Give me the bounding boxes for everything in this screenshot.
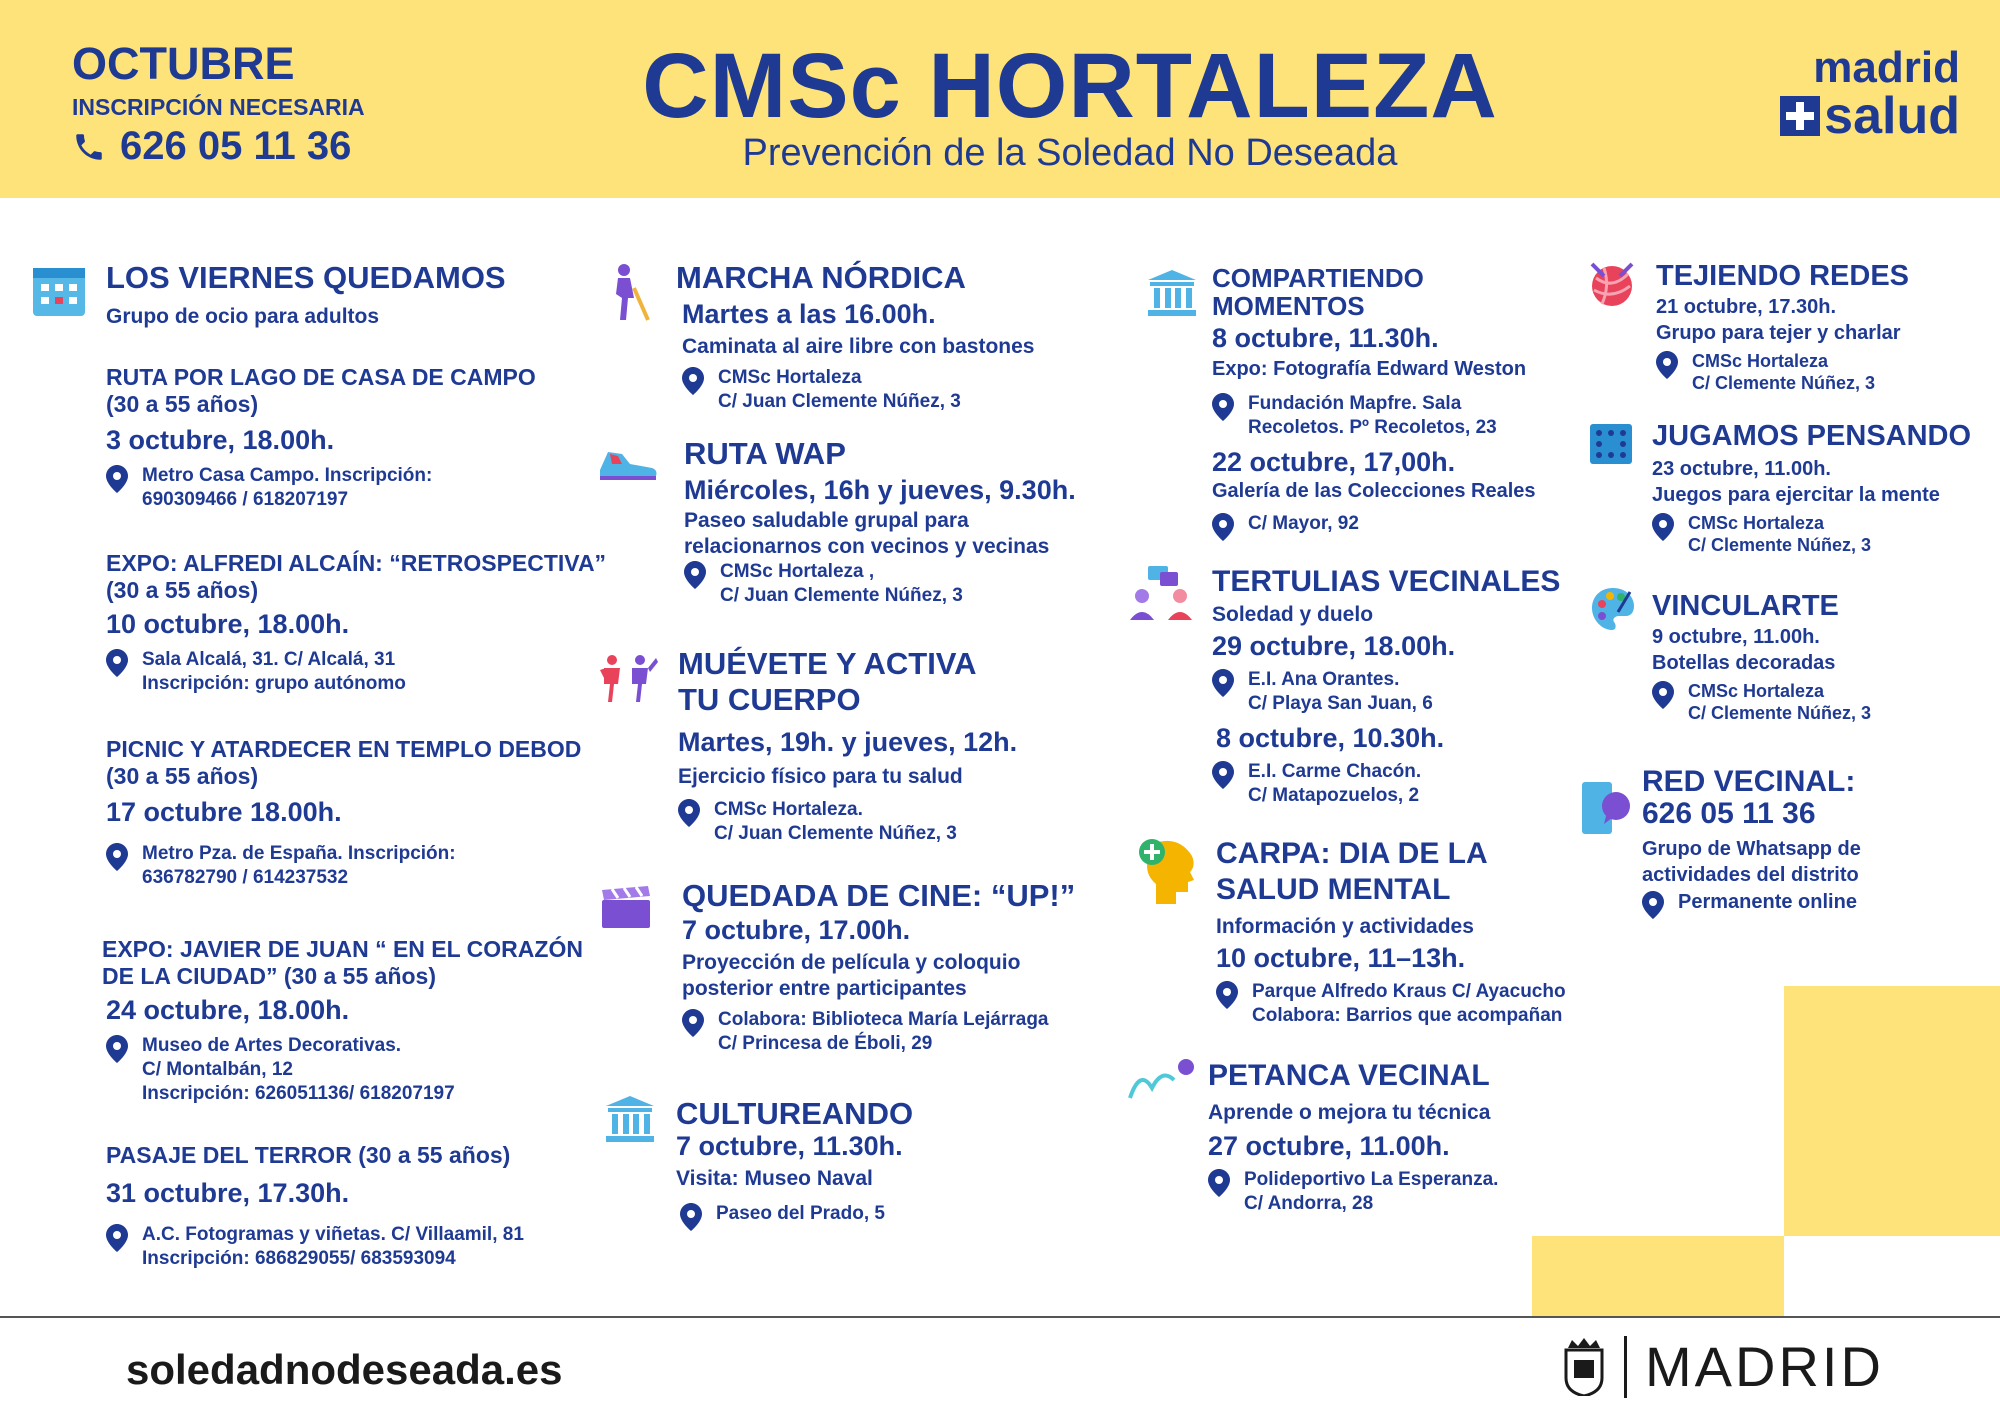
section-title: MUÉVETE Y ACTIVA — [678, 646, 977, 681]
location-line: C/ Clemente Núñez, 3 — [1688, 535, 1872, 555]
location-line: Inscripción: grupo autónomo — [142, 673, 406, 694]
location-pin-icon — [106, 1224, 128, 1252]
location-pin-icon — [1656, 351, 1678, 379]
section-title: TERTULIAS VECINALES — [1212, 565, 1561, 598]
event-location — [676, 366, 1034, 414]
event-desc: Juegos para ejercitar la mente — [1652, 484, 1940, 506]
event-date: 24 octubre, 18.00h. — [106, 995, 350, 1025]
location-pin-icon — [106, 465, 128, 493]
location-line: C/ Andorra, 28 — [1244, 1193, 1374, 1214]
event-desc: Información y actividades — [1216, 915, 1474, 938]
petanque-throw-icon — [1128, 1058, 1194, 1100]
phone-chat-icon — [1582, 782, 1632, 834]
section-title: LOS VIERNES QUEDAMOS — [106, 260, 506, 295]
event-date: 9 octubre, 11.00h. — [1652, 626, 1820, 648]
event-expo-javier-de-juan — [102, 936, 583, 1106]
event-date: 10 octubre, 11–13h. — [1216, 943, 1466, 973]
location-line: C/ Juan Clemente Núñez, 3 — [718, 391, 961, 412]
event-title: PASAJE DEL TERROR (30 a 55 años) — [106, 1142, 511, 1168]
location-line: 690309466 / 618207197 — [142, 489, 349, 510]
location-line: Museo de Artes Decorativas. — [142, 1035, 402, 1056]
event-date: 7 octubre, 17.00h. — [682, 915, 911, 945]
event-desc: Galería de las Colecciones Reales — [1212, 480, 1536, 502]
yarn-ball-icon — [1588, 260, 1636, 310]
section-title: MOMENTOS — [1212, 291, 1365, 321]
location-line: C/ Juan Clemente Núñez, 3 — [720, 585, 963, 606]
location-line: Sala Alcalá, 31. C/ Alcalá, 31 — [142, 649, 396, 670]
location-pin-icon — [680, 1203, 702, 1231]
location-pin-icon — [1216, 981, 1238, 1009]
event-title: EXPO: JAVIER DE JUAN “ EN EL CORAZÓN — [102, 936, 583, 962]
section-title: QUEDADA DE CINE: “UP!” — [682, 878, 1076, 913]
section-title: SALUD MENTAL — [1216, 873, 1451, 906]
section-title: JUGAMOS PENSANDO — [1652, 420, 1972, 452]
museum-icon — [606, 1096, 654, 1142]
event-location — [106, 464, 536, 512]
location-line: Colabora: Barrios que acompañan — [1252, 1005, 1563, 1026]
event-location — [1652, 512, 1971, 556]
red-vecinal — [1642, 766, 1861, 919]
event-subtitle: DE LA CIUDAD” (30 a 55 años) — [102, 963, 436, 989]
dice-grid-icon — [1590, 424, 1632, 464]
event-expo-alcain — [106, 550, 606, 696]
event-desc: Visita: Museo Naval — [676, 1167, 873, 1190]
plus-icon — [1780, 96, 1820, 136]
event-title: PICNIC Y ATARDECER EN TEMPLO DEBOD — [106, 736, 582, 762]
location-line: C/ Matapozuelos, 2 — [1248, 785, 1420, 806]
location-line: CMSc Hortaleza — [1688, 513, 1825, 533]
event-date: 17 octubre 18.00h. — [106, 797, 342, 827]
event-subtitle: (30 a 55 años) — [106, 577, 259, 603]
clapperboard-icon — [600, 886, 652, 930]
location-pin-icon — [678, 799, 700, 827]
location-line: CMSc Hortaleza — [1688, 681, 1825, 701]
location-pin-icon — [106, 649, 128, 677]
madrid-crest-icon — [1562, 1338, 1606, 1396]
event-location — [676, 1202, 913, 1231]
tertulias-vecinales — [1212, 564, 1560, 808]
event-date: 7 octubre, 11.30h. — [676, 1131, 903, 1161]
section-title: TU CUERPO — [678, 682, 861, 717]
footer-divider — [0, 1316, 2000, 1318]
museum-icon — [1148, 270, 1196, 316]
location-line: E.I. Ana Orantes. — [1248, 669, 1400, 690]
location-line: C/ Montalbán, 12 — [142, 1059, 293, 1080]
location-pin-icon — [684, 561, 706, 589]
location-line: Paseo del Prado, 5 — [716, 1203, 885, 1224]
location-line: Parque Alfredo Kraus C/ Ayacucho — [1252, 981, 1566, 1002]
los-viernes-quedamos-header — [106, 260, 506, 330]
event-date: 8 octubre, 11.30h. — [1212, 323, 1439, 353]
event-subtitle: (30 a 55 años) — [106, 391, 259, 417]
brand-line2: salud — [1824, 87, 1960, 145]
calendar-icon — [30, 262, 88, 320]
brand-line1: madrid — [1813, 43, 1960, 92]
event-location — [1212, 668, 1560, 716]
event-location — [1656, 350, 1909, 394]
location-line: C/ Princesa de Éboli, 29 — [718, 1033, 933, 1054]
phone-number[interactable] — [72, 124, 351, 169]
event-desc: Proyección de película y coloquio — [682, 951, 1021, 974]
location-line: C/ Clemente Núñez, 3 — [1688, 703, 1872, 723]
location-pin-icon — [1212, 513, 1234, 541]
location-line: CMSc Hortaleza , — [720, 561, 875, 582]
red-phone: 626 05 11 36 — [1642, 797, 1816, 830]
event-desc: posterior entre participantes — [682, 977, 967, 1000]
event-desc: relacionarnos con vecinos y vecinas — [684, 535, 1050, 558]
location-line: C/ Juan Clemente Núñez, 3 — [714, 823, 957, 844]
month-label: OCTUBRE — [72, 38, 295, 89]
page-title: CMSc HORTALEZA — [642, 35, 1498, 137]
event-date: 3 octubre, 18.00h. — [106, 425, 335, 455]
section-title: RED VECINAL: — [1642, 765, 1856, 798]
location-line: 636782790 / 614237532 — [142, 867, 349, 888]
event-desc: Aprende o mejora tu técnica — [1208, 1101, 1491, 1124]
location-line: Permanente online — [1678, 891, 1857, 913]
ruta-wap — [684, 436, 1076, 608]
vincularte — [1652, 588, 1871, 724]
event-date: 27 octubre, 11.00h. — [1208, 1131, 1450, 1161]
section-title: CULTUREANDO — [676, 1096, 914, 1131]
event-location — [1212, 760, 1560, 808]
event-location — [1652, 680, 1871, 724]
event-location — [106, 648, 606, 696]
section-title: TEJIENDO REDES — [1656, 260, 1909, 292]
location-line: E.I. Carme Chacón. — [1248, 761, 1422, 782]
jugamos-pensando — [1652, 418, 1971, 556]
event-title: EXPO: ALFREDI ALCAÍN: “RETROSPECTIVA” — [106, 550, 607, 576]
event-location — [1642, 890, 1861, 919]
event-date: 22 octubre, 17,00h. — [1212, 447, 1456, 477]
section-subtitle: Soledad y duelo — [1212, 603, 1374, 626]
event-subtitle: (30 a 55 años) — [106, 763, 259, 789]
event-date: Martes, 19h. y jueves, 12h. — [678, 727, 1018, 757]
cultureando — [676, 1096, 913, 1231]
event-location — [682, 1008, 1075, 1056]
sneaker-icon — [596, 444, 660, 484]
header-banner — [0, 0, 2000, 198]
section-subtitle: Grupo de ocio para adultos — [106, 305, 380, 328]
nordic-walker-icon — [598, 262, 660, 324]
paint-palette-icon — [1590, 586, 1636, 632]
location-pin-icon — [106, 843, 128, 871]
location-pin-icon — [1212, 761, 1234, 789]
location-line: Colabora: Biblioteca María Lejárraga — [718, 1009, 1049, 1030]
page-subtitle: Prevención de la Soledad No Deseada — [742, 132, 1398, 174]
event-date: 23 octubre, 11.00h. — [1652, 458, 1831, 480]
carpa-salud-mental — [1216, 836, 1566, 1028]
section-title: COMPARTIENDO — [1212, 263, 1424, 293]
event-date: 10 octubre, 18.00h. — [106, 609, 350, 639]
section-title: MARCHA NÓRDICA — [676, 260, 966, 295]
event-desc: Caminata al aire libre con bastones — [682, 335, 1035, 358]
event-date: 8 octubre, 10.30h. — [1216, 723, 1445, 753]
event-desc: Ejercicio físico para tu salud — [678, 765, 963, 788]
location-line: Inscripción: 686829055/ 683593094 — [142, 1248, 456, 1269]
logo-divider — [1624, 1336, 1627, 1398]
location-line: Polideportivo La Esperanza. — [1244, 1169, 1499, 1190]
phone-text: 626 05 11 36 — [120, 124, 352, 168]
event-location — [1212, 392, 1536, 440]
event-date: Martes a las 16.00h. — [682, 299, 936, 329]
tejiendo-redes — [1656, 258, 1909, 394]
event-location — [678, 798, 1017, 846]
mental-health-icon — [1138, 838, 1198, 904]
section-title: PETANCA VECINAL — [1208, 1059, 1490, 1092]
quedada-cine — [682, 878, 1075, 1056]
decor-block — [1532, 1236, 1784, 1318]
section-title: VINCULARTE — [1652, 590, 1839, 622]
event-pasaje-terror — [106, 1142, 524, 1271]
event-location — [1208, 1168, 1498, 1216]
event-location — [1212, 512, 1536, 541]
petanca-vecinal — [1208, 1058, 1498, 1216]
event-location — [106, 1223, 524, 1271]
location-line: Recoletos. Pº Recoletos, 23 — [1248, 417, 1497, 438]
inscription-note: INSCRIPCIÓN NECESARIA — [72, 94, 365, 120]
event-desc: Expo: Fotografía Edward Weston — [1212, 358, 1527, 380]
location-pin-icon — [106, 1035, 128, 1063]
decor-block — [1784, 986, 2000, 1236]
event-date: Miércoles, 16h y jueves, 9.30h. — [684, 475, 1076, 505]
madrid-salud-logo — [1760, 43, 1960, 145]
event-desc: Grupo para tejer y charlar — [1656, 322, 1901, 344]
location-pin-icon — [682, 1009, 704, 1037]
section-title: RUTA WAP — [684, 436, 846, 471]
location-line: Metro Pza. de España. Inscripción: — [142, 843, 456, 864]
location-line: CMSc Hortaleza — [1692, 351, 1829, 371]
location-line: A.C. Fotogramas y viñetas. C/ Villaamil, 81 — [142, 1224, 524, 1245]
event-date: 31 octubre, 17.30h. — [106, 1178, 350, 1208]
madrid-city-logo — [1562, 1334, 1884, 1399]
location-line: CMSc Hortaleza. — [714, 799, 863, 820]
location-line: Metro Casa Campo. Inscripción: — [142, 465, 433, 486]
dancing-people-icon — [596, 654, 660, 706]
event-location — [106, 842, 581, 890]
event-desc: Botellas decoradas — [1652, 652, 1836, 674]
event-picnic-debod — [106, 736, 581, 890]
event-date: 29 octubre, 18.00h. — [1212, 631, 1456, 661]
muevete-activa — [678, 646, 1017, 846]
location-line: C/ Clemente Núñez, 3 — [1692, 373, 1876, 393]
event-lago-casa-campo — [106, 364, 536, 512]
group-chat-icon — [1128, 566, 1196, 622]
location-line: C/ Playa San Juan, 6 — [1248, 693, 1433, 714]
location-pin-icon — [1208, 1169, 1230, 1197]
location-pin-icon — [1212, 393, 1234, 421]
event-desc: Grupo de Whatsapp de — [1642, 838, 1861, 860]
compartiendo-momentos — [1212, 264, 1536, 541]
marcha-nordica — [676, 260, 1034, 414]
location-line: CMSc Hortaleza — [718, 367, 862, 388]
event-date: 21 octubre, 17.30h. — [1656, 296, 1837, 318]
location-pin-icon — [1652, 513, 1674, 541]
section-title: CARPA: DIA DE LA — [1216, 837, 1488, 870]
location-line: Inscripción: 626051136/ 618207197 — [142, 1083, 455, 1104]
location-pin-icon — [1642, 891, 1664, 919]
location-pin-icon — [682, 367, 704, 395]
location-line: C/ Mayor, 92 — [1248, 513, 1359, 534]
location-line: Fundación Mapfre. Sala — [1248, 393, 1462, 414]
event-desc: Paseo saludable grupal para — [684, 509, 969, 532]
event-title: RUTA POR LAGO DE CASA DE CAMPO — [106, 364, 536, 390]
location-pin-icon — [1212, 669, 1234, 697]
event-location — [684, 560, 1076, 608]
phone-icon — [72, 130, 106, 164]
location-pin-icon — [1652, 681, 1674, 709]
madrid-wordmark: MADRID — [1645, 1335, 1884, 1398]
event-location — [102, 1034, 583, 1106]
event-desc: actividades del distrito — [1642, 864, 1859, 886]
event-location — [1216, 980, 1566, 1028]
footer-website-link[interactable]: soledadnodeseada.es — [126, 1346, 563, 1393]
